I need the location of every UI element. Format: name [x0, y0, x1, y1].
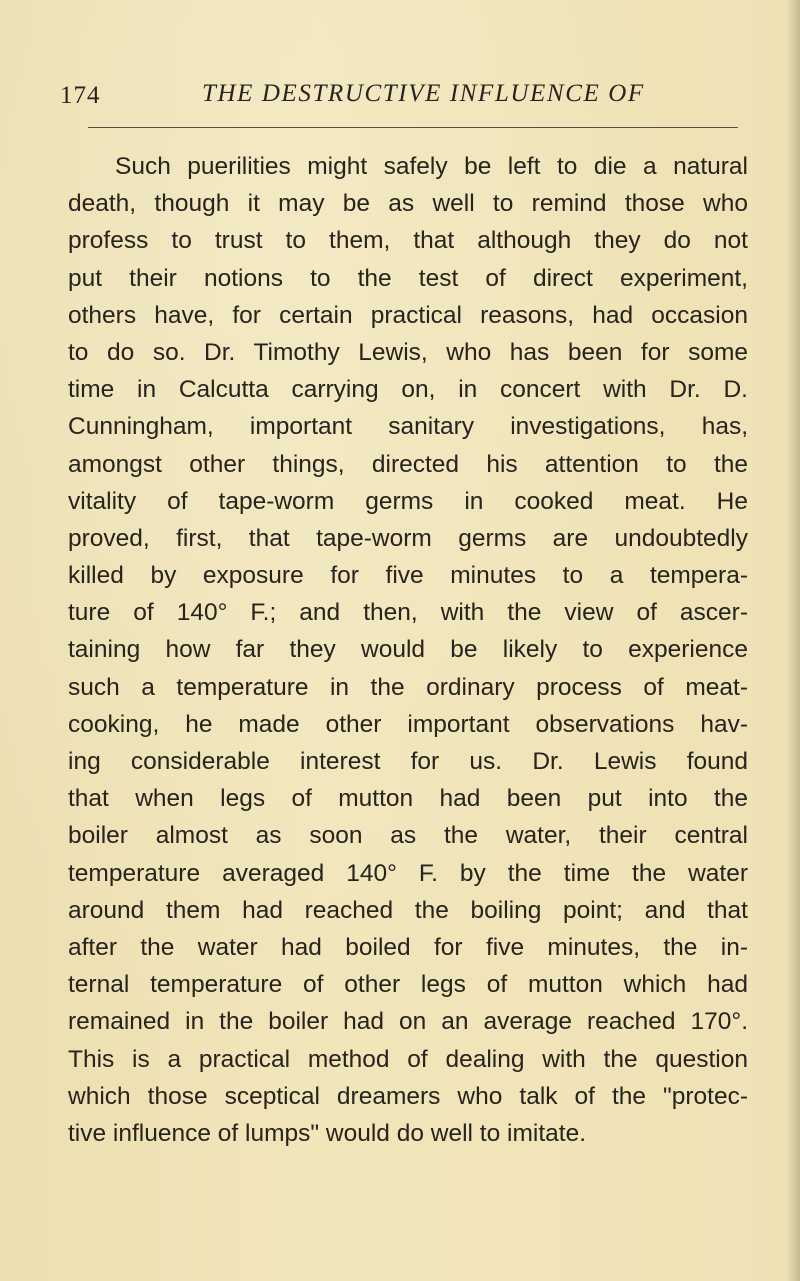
running-head: THE DESTRUCTIVE INFLUENCE OF — [202, 80, 645, 107]
text-line: taining how far they would be likely to experience — [68, 636, 748, 664]
text-line: time in Calcutta carrying on, in concert with Dr. D. — [68, 376, 748, 404]
page-edge-shadow — [786, 0, 800, 1281]
text-line: which those sceptical dreamers who talk of the "protec- — [68, 1082, 748, 1110]
text-line: ing considerable interest for us. Dr. Lewis found — [68, 748, 748, 775]
text-line: ture of 140° F.; and then, with the view of ascer- — [68, 599, 748, 627]
text-line: cooking, he made other important observations hav- — [68, 710, 748, 738]
text-line: killed by exposure for five minutes to a tempera- — [68, 562, 748, 590]
text-line: that when legs of mutton had been put into the — [68, 785, 748, 813]
text-line: such a temperature in the ordinary process of meat- — [68, 673, 748, 701]
text-line: remained in the boiler had on an average reached 170°. — [68, 1008, 748, 1036]
text-line: others have, for certain practical reasons, had occasion — [68, 301, 748, 329]
text-line: amongst other things, directed his attention to the — [68, 450, 748, 478]
page-header — [60, 78, 740, 118]
text-line: tive influence of lumps" would do well to imitate. — [68, 1119, 587, 1147]
text-line: temperature averaged 140° F. by the time the water — [68, 859, 748, 887]
text-line: proved, first, that tape-worm germs are undoubtedly — [68, 524, 748, 552]
text-line: This is a practical method of dealing with the question — [68, 1045, 748, 1073]
text-line: Such puerilities might safely be left to die a natural — [115, 153, 748, 180]
text-line: around them had reached the boiling point; and that — [68, 896, 748, 924]
page-number: 174 — [60, 82, 101, 109]
text-line: ternal temperature of other legs of mutton which had — [68, 971, 748, 999]
text-line: Cunningham, important sanitary investigations, has, — [68, 413, 748, 441]
text-line: boiler almost as soon as the water, their central — [68, 822, 748, 850]
text-line: profess to trust to them, that although they do not — [68, 227, 748, 255]
text-line: after the water had boiled for five minutes, the in- — [68, 933, 748, 961]
text-line: death, though it may be as well to remind those who — [68, 190, 748, 218]
text-line: put their notions to the test of direct experiment, — [68, 264, 748, 292]
text-line: to do so. Dr. Timothy Lewis, who has been for some — [68, 338, 748, 366]
header-rule — [88, 127, 738, 128]
text-line: vitality of tape-worm germs in cooked meat. He — [68, 487, 748, 515]
body-paragraph — [68, 148, 748, 1152]
